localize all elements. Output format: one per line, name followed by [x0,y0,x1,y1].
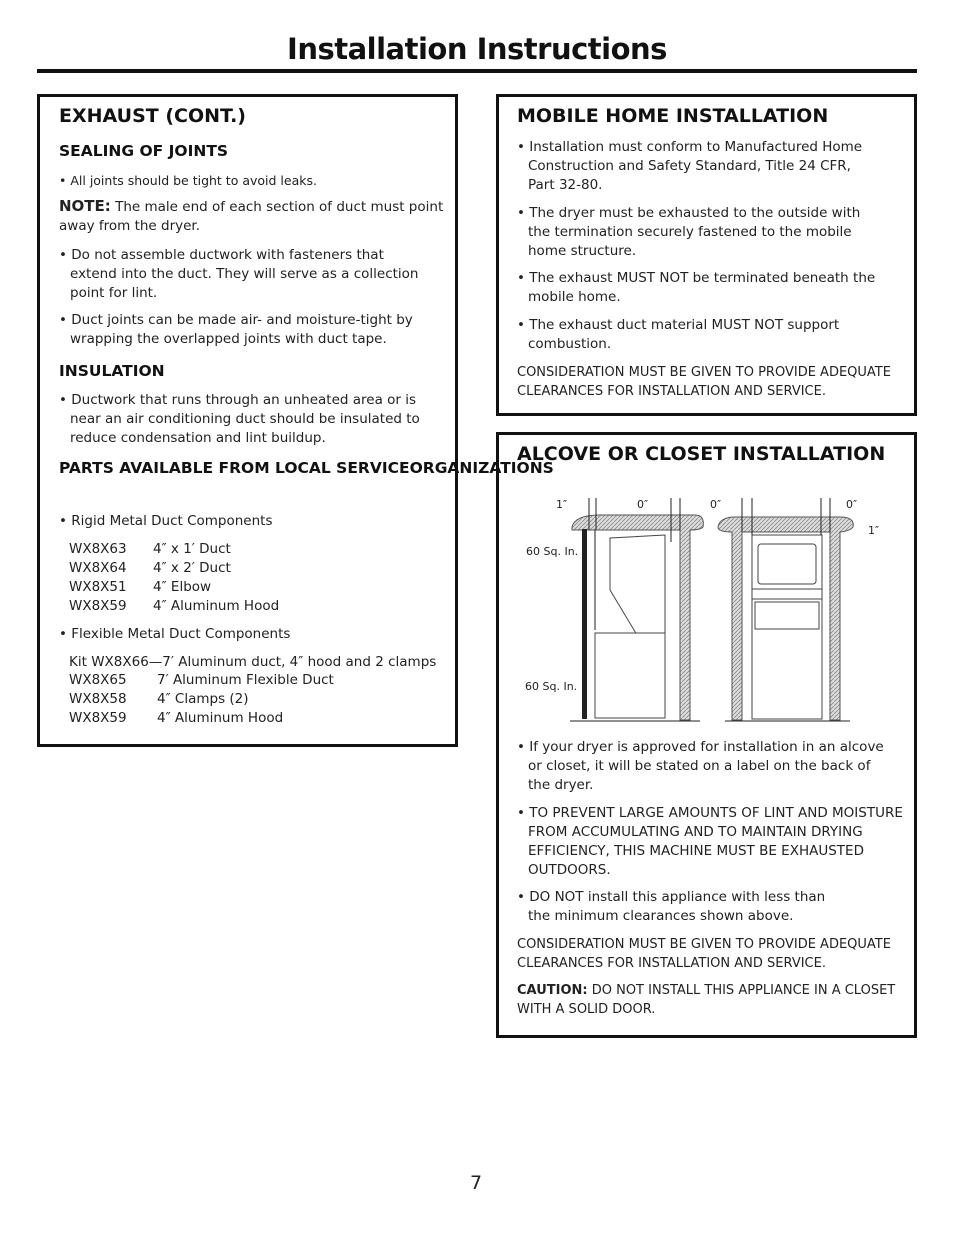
text-line: reduce condensation and lint buildup. [70,430,326,446]
text-line: • The exhaust duct material MUST NOT support [517,317,840,333]
part-description: 4″ Elbow [153,579,212,595]
text-line: CONSIDERATION MUST BE GIVEN TO PROVIDE ADEQUATE [517,365,891,380]
side-left-clearance: 1″ [556,498,568,511]
text-line: FROM ACCUMULATING AND TO MAINTAIN DRYING [528,824,863,840]
front-top-clearance: 1″ [868,524,880,537]
text-line: • Do not assemble ductwork with fasteners that [59,247,384,263]
part-number: WX8X59 [69,710,127,726]
part-row [69,671,334,690]
text-line: PARTS AVAILABLE FROM LOCAL SERVICE [59,459,410,477]
duct-tape-bullet [59,311,413,349]
text-line: • Duct joints can be made air- and moisture-tight by [59,312,413,328]
caution-text: DO NOT INSTALL THIS APPLIANCE IN A CLOSET [587,983,896,998]
text-line: OUTDOORS. [528,862,611,878]
flex-parts-table [69,671,334,728]
text-line: • Rigid Metal Duct Components [59,513,273,529]
text-line: mobile home. [528,289,621,305]
text-line: the minimum clearances shown above. [528,908,794,924]
part-description: 7′ Aluminum Flexible Duct [157,672,334,688]
sealing-heading: SEALING OF JOINTS [59,142,229,160]
clearance-diagram [510,490,900,725]
alcove-heading: ALCOVE OR CLOSET INSTALLATION [517,443,886,465]
mobile-bullet [517,138,862,195]
mobile-heading: MOBILE HOME INSTALLATION [517,105,829,127]
part-number: WX8X58 [69,691,127,707]
text-line: Construction and Safety Standard, Title 24 CFR, [528,158,851,174]
text-line: • DO NOT install this appliance with less than [517,889,826,905]
text-line: CLEARANCES FOR INSTALLATION AND SERVICE. [517,384,826,399]
part-description: 4″ Clamps (2) [157,691,249,707]
text-line: the dryer. [528,777,594,793]
text-line: • Installation must conform to Manufactured Home [517,139,863,155]
text-line: • The exhaust MUST NOT be terminated beneath the [517,270,876,286]
text-line: or closet, it will be stated on a label on the back of [528,758,871,774]
alcove-bullet [517,738,884,795]
text-line: • Flexible Metal Duct Components [59,626,291,642]
part-description: 4″ Aluminum Hood [157,710,284,726]
part-row [69,578,279,597]
insulation-heading: INSULATION [59,362,165,380]
mobile-bullet [517,316,839,354]
caution-label: CAUTION: [517,983,588,998]
note-paragraph [59,197,443,236]
text-line: ORGANIZATIONS [409,459,554,477]
text-line: near an air conditioning duct should be insulated to [70,411,420,427]
part-number: WX8X59 [69,598,127,614]
title-rule [37,69,917,73]
text-line: CONSIDERATION MUST BE GIVEN TO PROVIDE ADEQUATE [517,937,891,952]
exhaust-heading: EXHAUST (CONT.) [59,105,246,127]
front-left-clearance: 0″ [710,498,722,511]
parts-heading [59,457,554,480]
text-line: • The dryer must be exhausted to the outside with [517,205,861,221]
part-description: 4″ x 2′ Duct [153,560,231,576]
alcove-bullet [517,888,825,926]
washer-side [595,633,665,718]
fastener-bullet [59,246,418,303]
text-line: EFFICIENCY, THIS MACHINE MUST BE EXHAUSTED [528,843,864,859]
side-right-clearance: 0″ [637,498,649,511]
note-text: The male end of each section of duct must point [110,199,444,215]
alcove-consideration [517,935,891,973]
flex-label [59,625,290,644]
note-text: away from the dryer. [59,218,201,234]
side-view [525,498,703,721]
text-line: CLEARANCES FOR INSTALLATION AND SERVICE. [517,956,826,971]
front-view [710,498,879,721]
alcove-bullet [517,804,903,880]
part-description: 4″ Aluminum Hood [153,598,280,614]
text-line: Part 32-80. [528,177,603,193]
front-right-clearance: 0″ [846,498,858,511]
part-number: WX8X51 [69,579,127,595]
text-line: • Ductwork that runs through an unheated area or is [59,392,417,408]
louvered-door [582,529,587,719]
text-line: wrapping the overlapped joints with duct tape. [70,331,387,347]
part-row [69,597,279,616]
text-line: combustion. [528,336,612,352]
part-row [69,540,279,559]
kit-line: Kit WX8X66—7′ Aluminum duct, 4″ hood and 2 clamps [69,654,437,670]
text-line: • If your dryer is approved for installation in an alcove [517,739,884,755]
sealing-bullet [59,171,317,190]
mobile-consideration [517,363,891,401]
caution-text: WITH A SOLID DOOR. [517,1002,656,1017]
rigid-parts-table [69,540,279,616]
part-number: WX8X65 [69,672,127,688]
insulation-bullet [59,391,420,448]
vent-bottom-label: 60 Sq. In. [525,680,578,693]
text-line: extend into the duct. They will serve as a collection [70,266,419,282]
caution-paragraph [517,981,895,1019]
part-row [69,690,334,709]
text-line: home structure. [528,243,637,259]
text-line: point for lint. [70,285,158,301]
stacked-unit-front [752,535,822,719]
mobile-bullet [517,269,875,307]
dryer-side [610,535,665,635]
text-line: • All joints should be tight to avoid leaks. [59,173,317,188]
text-line: • TO PREVENT LARGE AMOUNTS OF LINT AND MOISTURE [517,805,903,821]
note-label: NOTE: [59,197,111,215]
vent-top-label: 60 Sq. In. [526,545,579,558]
part-description: 4″ x 1′ Duct [153,541,231,557]
rigid-label [59,512,273,531]
page-number: 7 [470,1172,483,1194]
mobile-bullet [517,204,860,261]
text-line: the termination securely fastened to the mobile [528,224,852,240]
part-row [69,559,279,578]
part-number: WX8X63 [69,541,127,557]
part-number: WX8X64 [69,560,127,576]
page-title: Installation Instructions [287,32,667,66]
part-row [69,709,334,728]
